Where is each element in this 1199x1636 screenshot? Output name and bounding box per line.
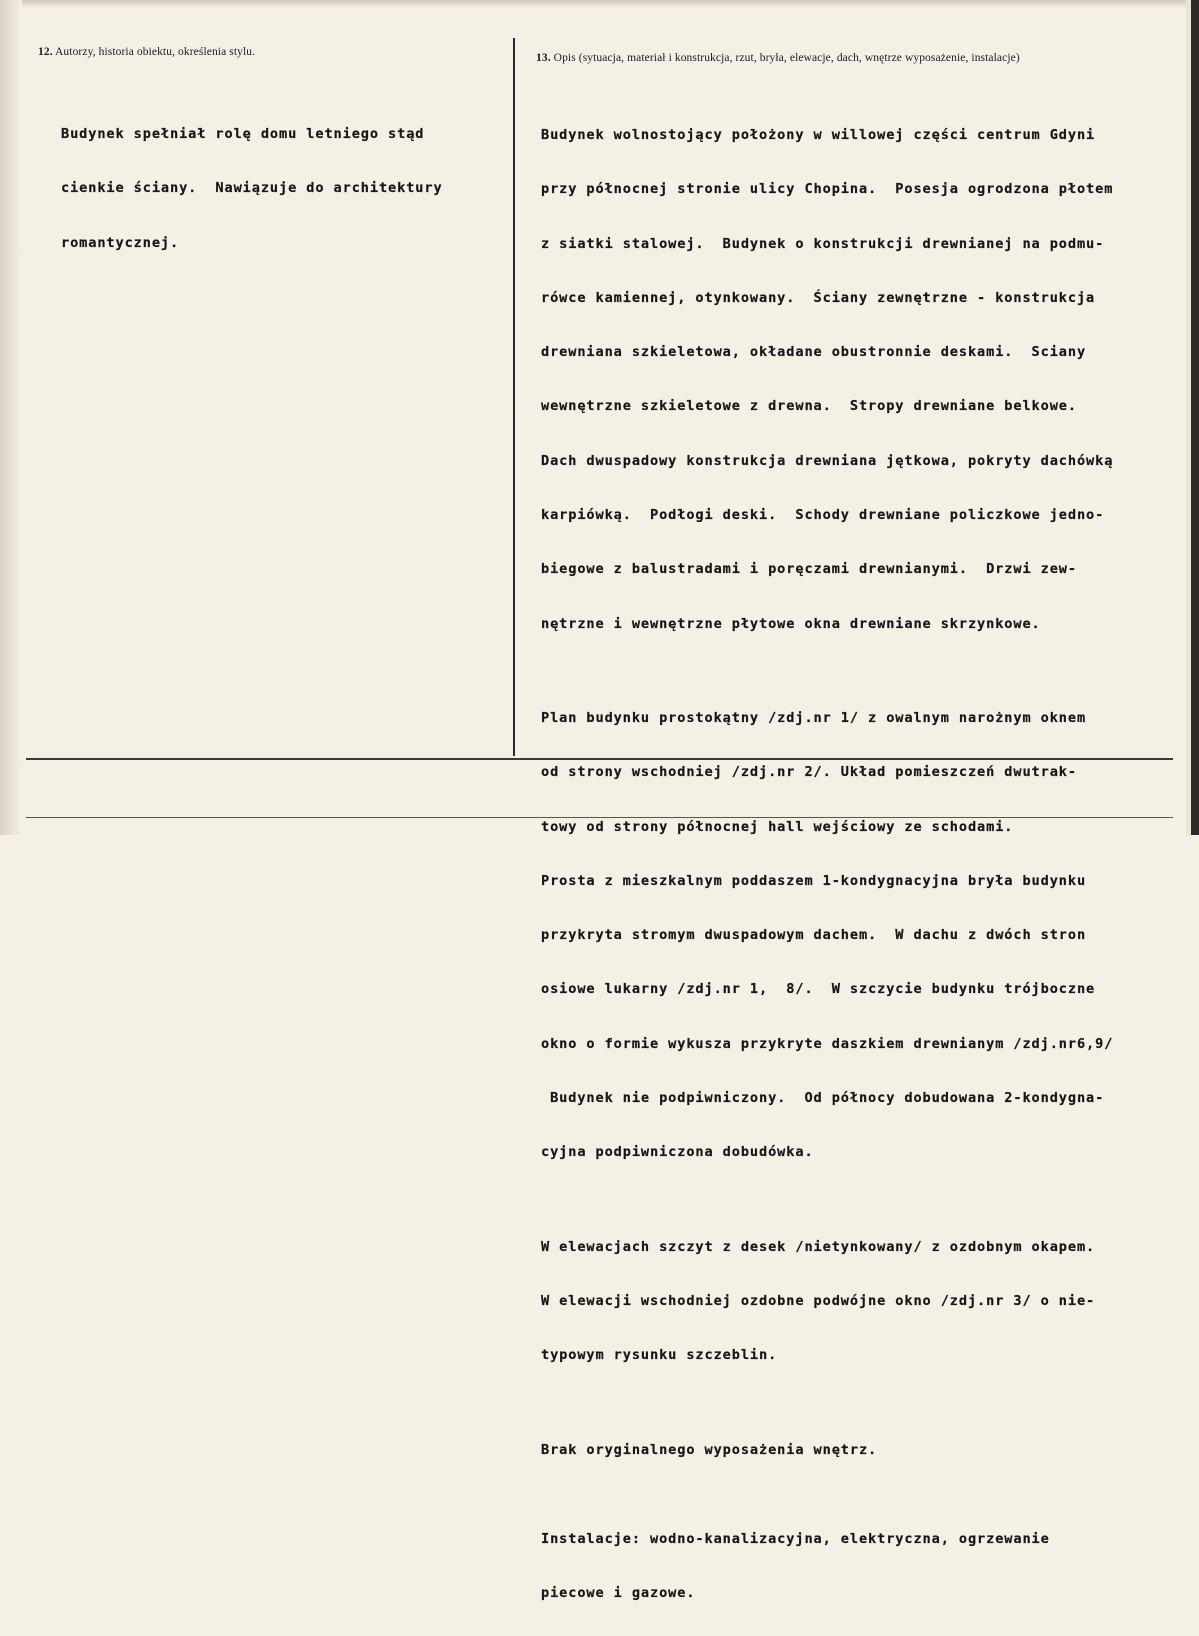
typed-line: Budynek wolnostojący położony w willowej części centrum Gdyni xyxy=(541,127,1096,143)
typed-line: Instalacje: wodno-kanalizacyjna, elektryczna, ogrzewanie xyxy=(541,1530,1050,1547)
typed-line: od strony wschodniej /zdj.nr 2/. Układ pomieszczeń dwutrak- xyxy=(541,764,1077,781)
section-12-title: Autorzy, historia obiektu, określenia stylu. xyxy=(55,46,256,58)
section-12-heading xyxy=(38,46,255,58)
typed-line: przykryta stromym dwuspadowym dachem. W dachu z dwóch stron xyxy=(541,927,1087,944)
paragraph-gap xyxy=(541,1399,1113,1407)
typed-line: Plan budynku prostokątny /zdj.nr 1/ z owalnym narożnym oknem xyxy=(541,709,1087,726)
paragraph-gap xyxy=(541,667,1113,675)
typed-line: piecowe i gazowe. xyxy=(541,1585,696,1602)
section-13-number: 13. xyxy=(536,52,551,64)
typed-line: Dach dwuspadowy konstrukcja drewniana jętkowa, pokryty dachówką xyxy=(541,452,1114,469)
typed-line: romantycznej. xyxy=(61,234,180,251)
typed-line: drewniana szkieletowa, okładane obustronnie deskami. Sciany xyxy=(541,344,1087,361)
typed-line: nętrzne i wewnętrzne płytowe okna drewniane skrzynkowe. xyxy=(541,615,1041,632)
typed-line: W elewacjach szczyt z desek /nietynkowany/ z ozdobnym okapem. xyxy=(541,1238,1096,1255)
scan-edge-left xyxy=(0,0,22,835)
typed-line: W elewacji wschodniej ozdobne podwójne okno /zdj.nr 3/ o nie- xyxy=(541,1292,1096,1309)
typed-line: Brak oryginalnego wyposażenia wnętrz. xyxy=(541,1441,878,1458)
typed-line: Prosta z mieszkalnym poddaszem 1-kondygnacyjna bryła budynku xyxy=(541,872,1087,889)
column-divider xyxy=(513,38,515,756)
typed-line: cyjna podpiwniczona dobudówka. xyxy=(541,1144,814,1161)
typed-line: osiowe lukarny /zdj.nr 1, 8/. W szczycie budynku trójboczne xyxy=(541,981,1096,998)
paragraph-gap xyxy=(541,1196,1113,1204)
typed-line: Budynek nie podpiwniczony. Od północy dobudowana 2-kondygna- xyxy=(541,1090,1105,1107)
section-12-typed-text xyxy=(61,91,443,286)
typed-line: wewnętrzne szkieletowe z drewna. Stropy drewniane belkowe. xyxy=(541,398,1077,415)
typed-line: biegowe z balustradami i poręczami drewnianymi. Drzwi zew- xyxy=(541,561,1077,578)
typed-line: cienkie ściany. Nawiązuje do architektury xyxy=(61,180,443,197)
typed-line: karpiówką. Podłogi deski. Schody drewniane policzkowe jedno- xyxy=(541,507,1105,524)
section-13-typed-text xyxy=(541,92,1113,1636)
typed-line: Budynek spełniał rolę domu letniego stąd xyxy=(61,126,425,142)
scan-edge-right xyxy=(1191,0,1199,835)
section-13-title: Opis (sytuacja, materiał i konstrukcja, rzut, bryła, elewacje, dach, wnętrze wyposażenie, instalacje) xyxy=(553,52,1020,64)
scan-edge-top xyxy=(0,0,1199,8)
typed-line: okno o formie wykusza przykryte daszkiem drewnianym /zdj.nr6,9/ xyxy=(541,1035,1114,1052)
typed-line: przy północnej stronie ulicy Chopina. Posesja ogrodzona płotem xyxy=(541,181,1114,198)
section-12-number: 12. xyxy=(38,46,53,58)
paragraph-gap xyxy=(541,1493,1113,1496)
typed-line: typowym rysunku szczeblin. xyxy=(541,1347,778,1364)
typed-line: towy od strony północnej hall wejściowy ze schodami. xyxy=(541,818,1014,835)
section-13-heading xyxy=(536,52,1020,64)
typed-line: z siatki stalowej. Budynek o konstrukcji drewnianej na podmu- xyxy=(541,235,1105,252)
typed-line: rówce kamiennej, otynkowany. Ściany zewnętrzne - konstrukcja xyxy=(541,289,1096,306)
